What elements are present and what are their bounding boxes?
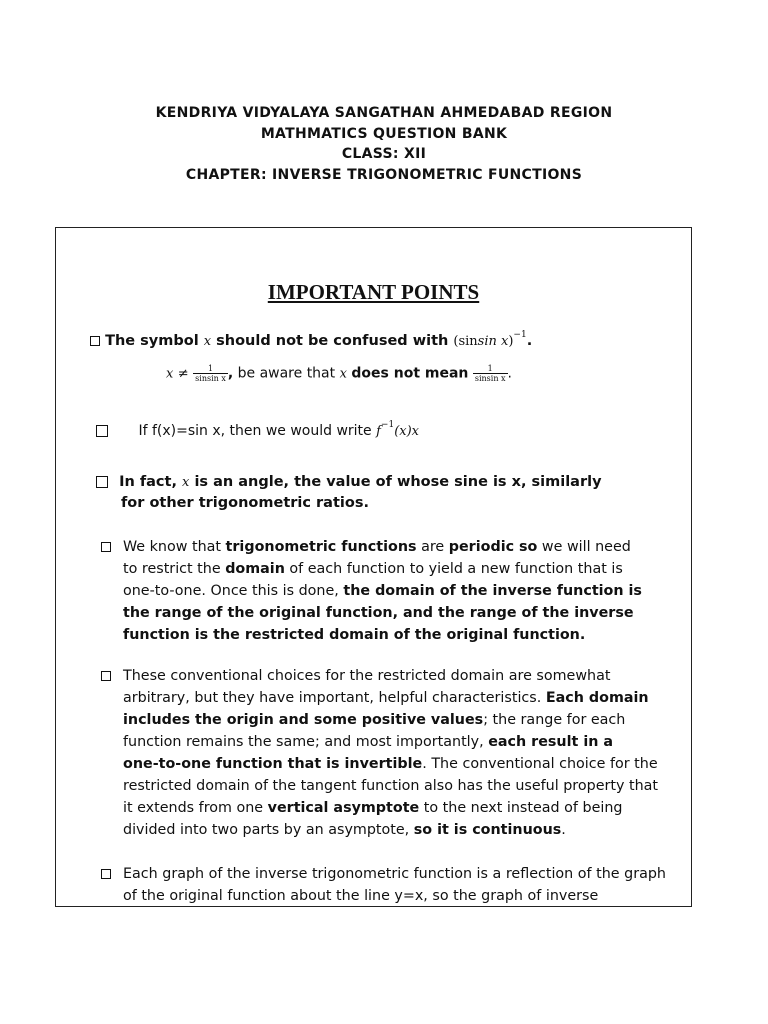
checkbox-icon (96, 425, 108, 437)
point-symbol-confusion: The symbol x should not be confused with (sinsin x)$^{-1}$. (90, 330, 532, 349)
point-angle-meaning: In fact, x is an angle, the value of whose sine is x, similarly for other trigonometric ratios. (96, 472, 602, 514)
important-points-box (55, 227, 692, 907)
checkbox-icon (101, 671, 111, 681)
paragraph-graph-reflection: Each graph of the inverse trigonometric function is a reflection of the graph of the original function about the line y=x, so the graph of inverse (101, 863, 681, 907)
box-title: IMPORTANT POINTS (267, 280, 480, 304)
point-reciprocal-note: x ≠ $\frac{1}{\text{sinsin x}}$ , be aware that x does not mean $\frac{1}{\text{sinsin x}}$ . (166, 364, 512, 383)
checkbox-icon (101, 542, 111, 552)
paragraph-conventional-choices: These conventional choices for the restricted domain are somewhat arbitrary, but they have important, helpful characteristics. Each domain includes the origin and some positive values; the range for each function remains the same; and most importantly, each result in a one-to-one function that is invertible. The conventional choice for the restricted domain of the tangent function also has the useful property that it extends from one vertical asymptote to the next instead of being divided into two parts by an asymptote, so it is continuous. (101, 665, 681, 841)
paragraph-periodic-domain: We know that trigonometric functions are periodic so we will need to restrict the domain of each function to yield a new function that is one-to-one. Once this is done, the domain of the inverse function is the range of the original function, and the range of the inverse function is the restricted domain of the original function. (101, 536, 681, 646)
fraction-one-over-sin: $\frac{1}{\text{sinsin x}}$ (195, 364, 226, 383)
fraction-one-over-sin-2: $\frac{1}{\text{sinsin x}}$ (474, 364, 506, 383)
header-line-subject: MATHMATICS QUESTION BANK (260, 125, 508, 142)
point-inverse-notation: If f(x)=sin x, then we would write $f^{-1}(x)x$ (96, 420, 419, 439)
header-line-region: KENDRIYA VIDYALAYA SANGATHAN AHMEDABAD REGION (155, 105, 613, 121)
checkbox-icon (101, 869, 111, 879)
document-header (0, 103, 768, 185)
header-line-class: CLASS: XII (341, 146, 427, 162)
header-line-chapter: CHAPTER: INVERSE TRIGONOMETRIC FUNCTIONS (185, 166, 583, 183)
checkbox-icon (96, 476, 108, 488)
checkbox-icon (90, 336, 100, 346)
